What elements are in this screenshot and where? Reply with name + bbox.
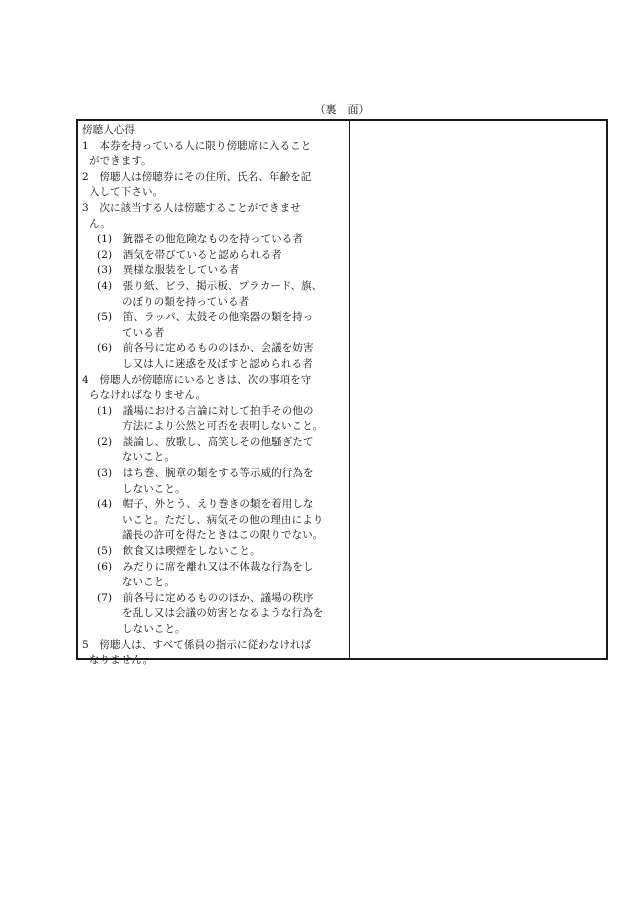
- rule-line: しないこと。: [122, 623, 186, 635]
- rule-line: (2) 酒気を帯びていると認められる者: [97, 248, 282, 261]
- rule-line: (6) みだりに席を離れ又は不体裁な行為をし: [97, 560, 314, 573]
- rules-column: [78, 121, 350, 667]
- rule-line: 議長の許可を得たときはこの限りでない。: [122, 529, 324, 542]
- rule-lines: [82, 139, 346, 669]
- rule-line: らなければなりません。: [89, 389, 207, 402]
- rule-line: 1 本券を持っている人に限り傍聴席に入ること: [82, 139, 312, 152]
- rule-line: (4) 張り紙、ビラ、掲示板、プラカード、旗、: [97, 279, 323, 292]
- rule-line: しないこと。: [122, 482, 186, 495]
- rule-line: なりません。: [89, 654, 154, 667]
- rule-line: 2 傍聴人は傍聴券にその住所、氏名、年齢を記: [82, 170, 312, 183]
- rule-line: (4) 帽子、外とう、えり巻きの類を着用しな: [97, 498, 314, 511]
- rule-line: (1) 銃器その他危険なものを持っている者: [97, 233, 303, 246]
- rules-table: [76, 119, 608, 667]
- rule-line: (2) 談論し、放歌し、高笑しその他騒ぎたて: [97, 435, 314, 448]
- rule-line: 3 次に該当する人は傍聴することができませ: [82, 201, 301, 214]
- rule-line: (6) 前各号に定めるもののほか、会議を妨害: [97, 342, 314, 355]
- rule-line: 入して下さい。: [89, 186, 164, 199]
- rule-line: 5 傍聴人は、すべて係員の指示に従わなければ: [82, 638, 312, 651]
- rule-line: を乱し又は会議の妨害となるような行為を: [122, 607, 324, 620]
- rule-line: のぼりの類を持っている者: [122, 295, 250, 308]
- page-heading: （裏 面）: [314, 103, 370, 116]
- rule-line: (7) 前各号に定めるもののほか、議場の秩序: [97, 591, 314, 604]
- rule-line: ないこと。: [122, 576, 175, 589]
- rule-line: ができます。: [89, 155, 152, 168]
- rule-line: (3) 異様な服装をしている者: [97, 264, 240, 277]
- rule-line: し又は人に迷惑を及ぼすと認められる者: [122, 357, 313, 370]
- rule-line: 方法により公然と可否を表明しないこと。: [122, 420, 324, 433]
- rule-line: ん。: [89, 217, 111, 230]
- rule-line: ないこと。: [122, 451, 175, 464]
- rule-line: (5) 飲食又は喫煙をしないこと。: [97, 545, 261, 558]
- rule-line: ている者: [122, 326, 165, 339]
- section-title: 傍聴人心得: [82, 124, 135, 136]
- rule-line: 4 傍聴人が傍聴席にいるときは、次の事項を守: [82, 373, 312, 386]
- rule-line: (1) 議場における言論に対して拍手その他の: [97, 404, 314, 417]
- rule-line: (5) 笛、ラッパ、太鼓その他楽器の類を持っ: [97, 311, 314, 324]
- rule-line: (3) はち巻、腕章の類をする等示威的行為を: [97, 467, 314, 480]
- blank-column: [350, 121, 606, 658]
- rule-line: いこと。ただし、病気その他の理由により: [122, 513, 324, 526]
